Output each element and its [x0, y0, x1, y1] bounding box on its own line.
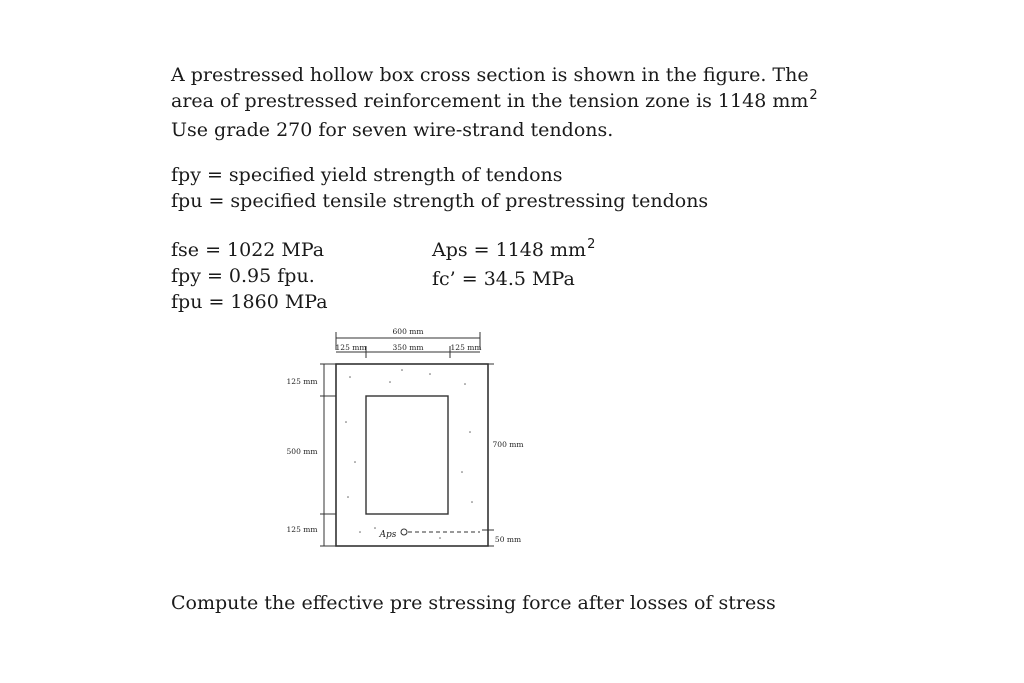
- given-fpy: fpy = 0.95 fpu.: [171, 265, 315, 287]
- dim-bottom-thickness: 125 mm: [286, 525, 318, 534]
- aps-squared-superscript: 2: [587, 237, 596, 252]
- given-fc: fc’ = 34.5 MPa: [432, 268, 575, 290]
- intro-line-3: Use grade 270 for seven wire-strand tendons.: [171, 119, 614, 141]
- definition-fpy: fpy = specified yield strength of tendons: [171, 164, 563, 186]
- definition-fpu: fpu = specified tensile strength of prestressing tendons: [171, 190, 709, 212]
- dim-tendon-offset: 50 mm: [494, 535, 522, 544]
- given-right-column: [432, 237, 595, 292]
- dim-top-thickness: 125 mm: [286, 377, 318, 386]
- given-fse: fse = 1022 MPa: [171, 239, 325, 261]
- given-fpu: fpu = 1860 MPa: [171, 291, 328, 313]
- given-left-column: [171, 237, 328, 315]
- tendon-marker: [401, 529, 407, 535]
- question-text: Compute the effective pre stressing force after losses of stress: [171, 592, 776, 614]
- dim-right-flange: 125 mm: [450, 343, 482, 352]
- intro-paragraph: [171, 62, 818, 143]
- given-aps: [432, 237, 595, 266]
- intro-line-2-text: area of prestressed reinforcement in the tension zone is 1148 mm: [171, 90, 809, 112]
- box-section-figure: [280, 322, 540, 552]
- dim-left-flange: 125 mm: [335, 343, 367, 352]
- given-aps-text: Aps = 1148 mm: [432, 239, 587, 261]
- intro-line-2: [171, 88, 818, 117]
- intro-line-1: A prestressed hollow box cross section is shown in the figure. The: [171, 64, 809, 86]
- dim-hollow-width: 350 mm: [392, 343, 424, 352]
- dim-total-width: 600 mm: [392, 327, 424, 336]
- tendon-label: Aps: [379, 530, 397, 540]
- squared-superscript: 2: [809, 88, 818, 103]
- dim-hollow-height: 500 mm: [286, 447, 318, 456]
- definitions: [171, 162, 708, 214]
- dim-total-height: 700 mm: [492, 440, 524, 449]
